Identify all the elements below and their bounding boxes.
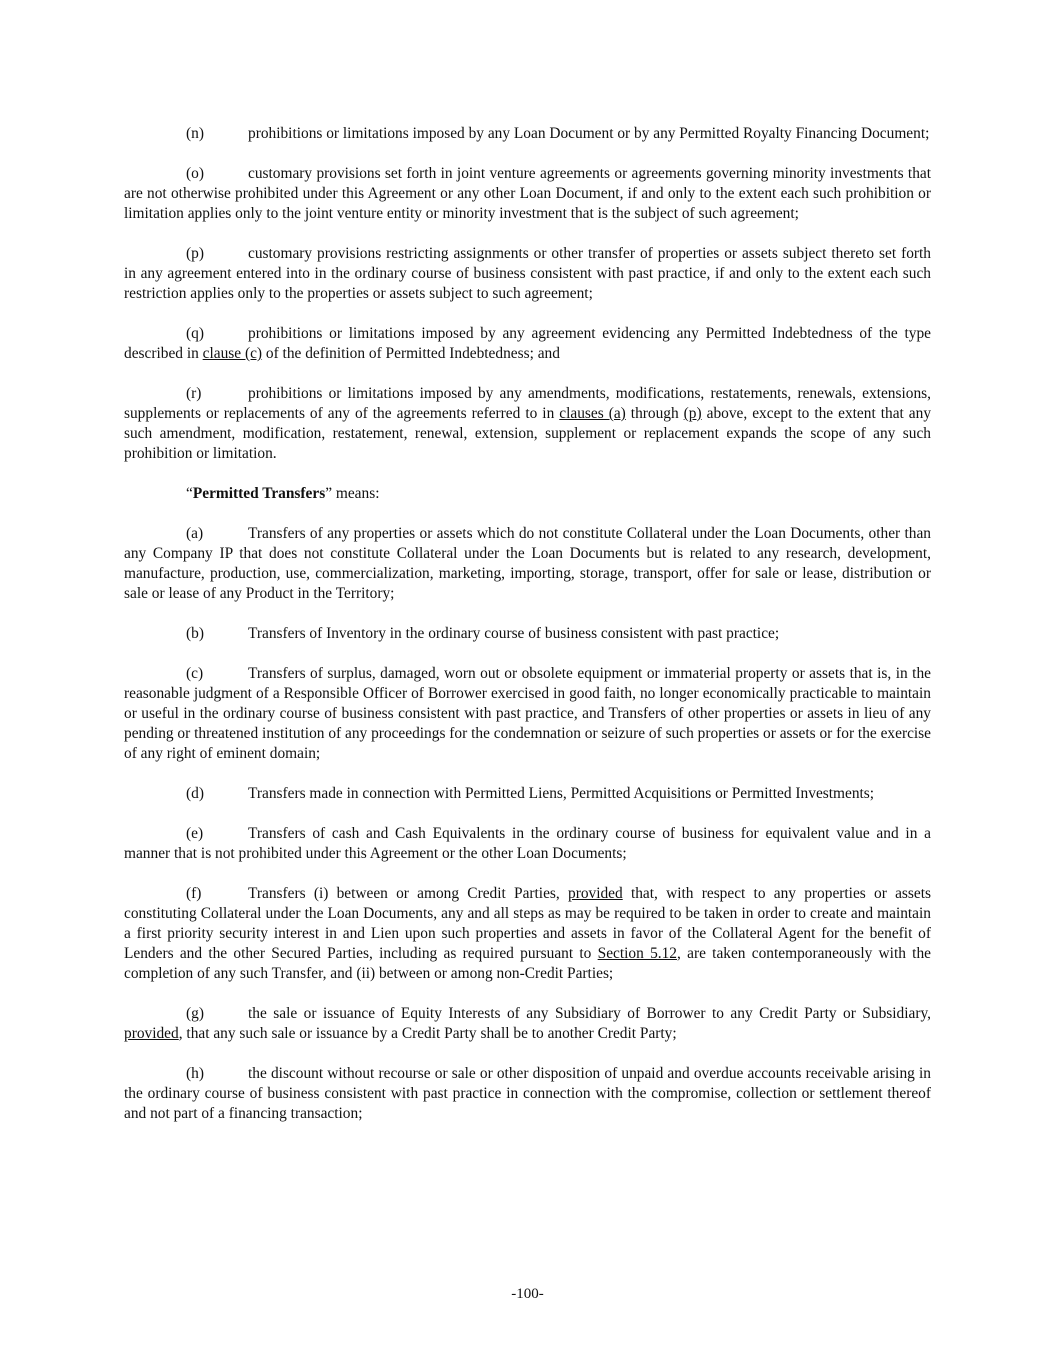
- paragraph-text: through: [625, 405, 684, 422]
- paragraph-text: , are taken contemporaneously with the completion of any such Transfer, and (ii) between or among non-Credit Parties;: [124, 945, 931, 982]
- paragraph-f: [124, 884, 931, 984]
- provided-emphasis: provided: [124, 1025, 179, 1042]
- paragraph-text: customary provisions set forth in joint venture agreements or agreements governing minority investments that are not otherwise prohibited under this Agreement or any other Loan Document, if and only to the extent each such prohibition or limitation applies only to the joint venture entity or minority investment that is the subject of such agreement;: [124, 165, 931, 222]
- paragraph-text: of the definition of Permitted Indebtedness; and: [262, 345, 560, 362]
- paragraph-label: (o): [186, 165, 204, 182]
- paragraph-label: (g): [186, 1005, 204, 1022]
- paragraph-label: (q): [186, 325, 204, 342]
- paragraph-text: Transfers of Inventory in the ordinary course of business consistent with past practice;: [248, 625, 780, 642]
- clause-p-reference: (p): [683, 405, 702, 422]
- paragraph-text: the sale or issuance of Equity Interests of any Subsidiary of Borrower to any Credit Party or Subsidiary,: [248, 1005, 931, 1022]
- clauses-a-reference: clauses (a): [559, 405, 626, 422]
- paragraph-label: (h): [186, 1065, 204, 1082]
- paragraph-text: prohibitions or limitations imposed by any agreement evidencing any Permitted Indebtedness of the type described in: [124, 325, 931, 362]
- paragraph-r: [124, 384, 931, 464]
- paragraph-a: [124, 524, 931, 604]
- document-page: [124, 124, 931, 1124]
- paragraph-label: (n): [186, 125, 204, 142]
- paragraph-q: [124, 324, 931, 364]
- paragraph-n: [124, 124, 931, 144]
- paragraph-label: (d): [186, 785, 204, 802]
- paragraph-text: Transfers (i) between or among Credit Parties,: [248, 885, 568, 902]
- page-number: -100-: [511, 1286, 544, 1302]
- definition-permitted-transfers: [124, 484, 931, 504]
- paragraph-text: customary provisions restricting assignments or other transfer of properties or assets subject thereto set forth in any agreement entered into in the ordinary course of business consistent with past practice, if and only to the extent each such restriction applies only to the properties or assets subject to such agreement;: [124, 245, 931, 302]
- paragraph-label: (e): [186, 825, 204, 842]
- paragraph-text: Transfers of cash and Cash Equivalents in the ordinary course of business for equivalent value and in a manner that is not prohibited under this Agreement or the other Loan Documents;: [124, 825, 931, 862]
- open-quote: “: [186, 485, 193, 502]
- paragraph-d: [124, 784, 931, 804]
- paragraph-text: , that any such sale or issuance by a Credit Party shall be to another Credit Party;: [178, 1025, 677, 1042]
- paragraph-text: prohibitions or limitations imposed by any Loan Document or by any Permitted Royalty Financing Document;: [248, 125, 930, 142]
- paragraph-text: the discount without recourse or sale or other disposition of unpaid and overdue accounts receivable arising in the ordinary course of business consistent with past practice in connection with the compromise, collection or settlement thereof and not part of a financing transaction;: [124, 1065, 931, 1122]
- section-5-12-reference: Section 5.12: [597, 945, 678, 962]
- paragraph-text: Transfers of any properties or assets which do not constitute Collateral under the Loan Documents, other than any Company IP that does not constitute Collateral under the Loan Documents but is related to any research, development, manufacture, production, use, commercialization, marketing, importing, storage, transport, offer for sale or lease, distribution or sale or lease of any Product in the Territory;: [124, 525, 931, 602]
- paragraph-text: Transfers of surplus, damaged, worn out or obsolete equipment or immaterial property or assets that is, in the reasonable judgment of a Responsible Officer of Borrower exercised in good faith, no longer economically practicable to maintain or useful in the ordinary course of business consistent with past practice, and Transfers of other properties or assets in lieu of any pending or threatened institution of any proceedings for the condemnation or seizure of such properties or assets or for the exercise of any right of eminent domain;: [124, 665, 931, 762]
- paragraph-o: [124, 164, 931, 224]
- paragraph-label: (c): [186, 665, 204, 682]
- defined-term: Permitted Transfers: [192, 485, 326, 502]
- paragraph-b: [124, 624, 931, 644]
- paragraph-label: (r): [186, 385, 202, 402]
- paragraph-text: that, with respect to any properties or assets constituting Collateral under the Loan Documents, any and all steps as may be required to be taken in order to create and maintain a first priority security interest in and Lien upon such properties and assets in favor of the Collateral Agent for the benefit of Lenders and the other Secured Parties, including as required pursuant to: [124, 885, 931, 962]
- paragraph-p: [124, 244, 931, 304]
- paragraph-text: prohibitions or limitations imposed by any amendments, modifications, restatements, renewals, extensions, supplements or replacements of any of the agreements referred to in: [124, 385, 931, 422]
- paragraph-h: [124, 1064, 931, 1124]
- paragraph-text: Transfers made in connection with Permitted Liens, Permitted Acquisitions or Permitted Investments;: [248, 785, 875, 802]
- paragraph-label: (a): [186, 525, 204, 542]
- clause-c-reference: clause (c): [202, 345, 263, 362]
- paragraph-label: (f): [186, 885, 202, 902]
- paragraph-label: (b): [186, 625, 204, 642]
- paragraph-text: above, except to the extent that any such amendment, modification, restatement, renewal, extension, supplement or replacement expands the scope of any such prohibition or limitation.: [124, 405, 932, 462]
- paragraph-e: [124, 824, 931, 864]
- definition-intro: ” means:: [325, 485, 380, 502]
- paragraph-g: [124, 1004, 931, 1044]
- paragraph-label: (p): [186, 245, 204, 262]
- provided-emphasis: provided: [568, 885, 623, 902]
- paragraph-c: [124, 664, 931, 764]
